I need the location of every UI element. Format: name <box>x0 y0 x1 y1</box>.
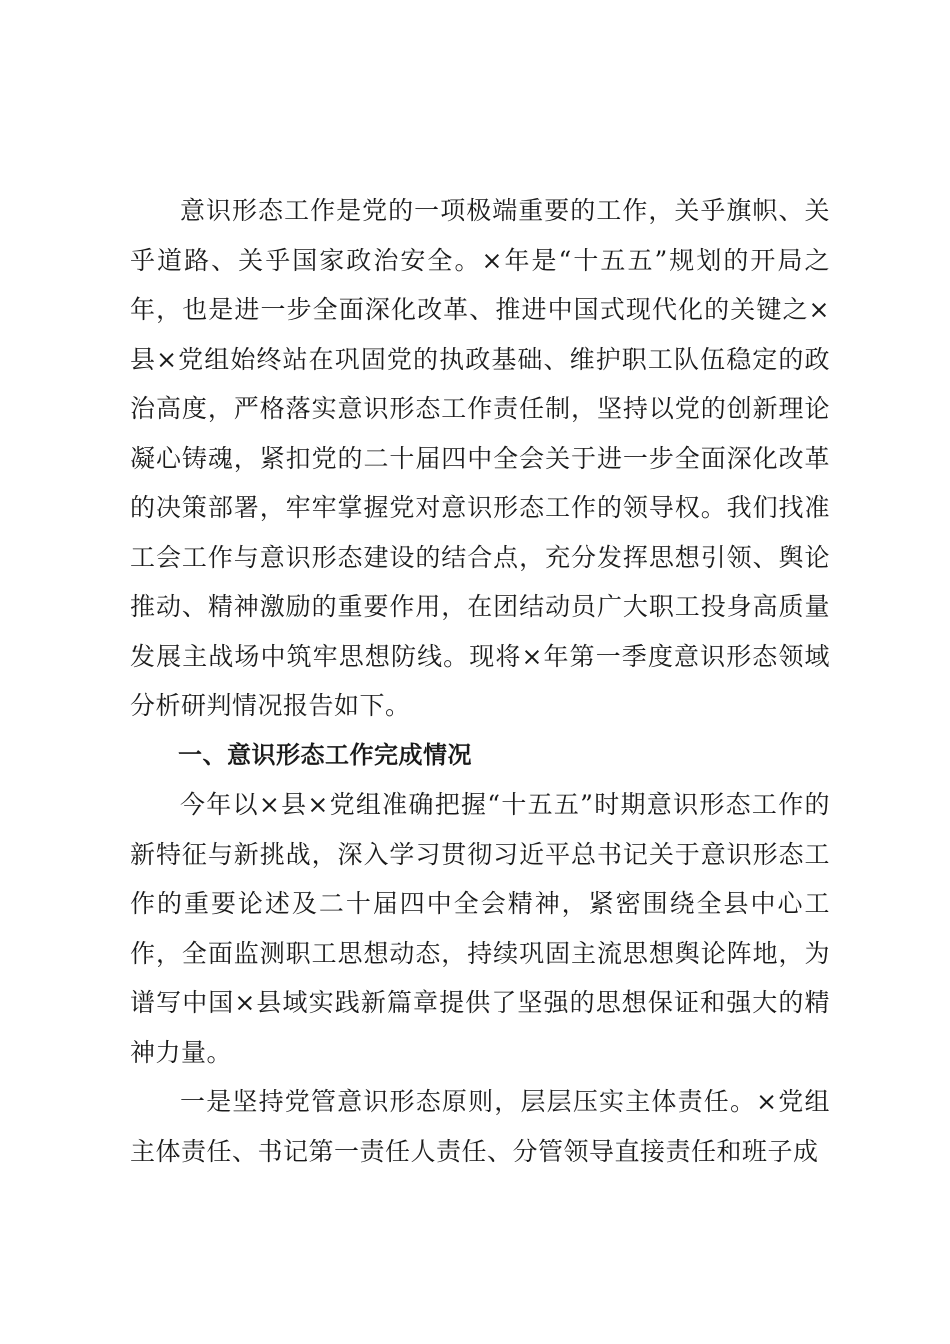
document-body <box>130 186 830 1176</box>
section-heading: 一、意识形态工作完成情况 <box>178 740 472 769</box>
intro-paragraph: 意识形态工作是党的一项极端重要的工作，关乎旗帜、关乎道路、关乎国家政治安全。×年是“十五五”规划的开局之年，也是进一步全面深化改革、推进中国式现代化的关键之×县×党组始终站在巩固党的执政基础、维护职工队伍稳定的政治高度，严格落实意识形态工作责任制，坚持以党的创新理论凝心铸魂，紧扣党的二十届四中全会关于进一步全面深化改革的决策部署，牢牢掌握党对意识形态工作的领导权。我们找准工会工作与意识形态建设的结合点，充分发挥思想引领、舆论推动、精神激励的重要作用，在团结动员广大职工投身高质量发展主战场中筑牢思想防线。现将×年第一季度意识形态领域分析研判情况报告如下。 <box>130 196 830 720</box>
section-paragraph: 今年以×县×党组准确把握“十五五”时期意识形态工作的新特征与新挑战，深入学习贯彻习近平总书记关于意识形态工作的重要论述及二十届四中全会精神，紧密围绕全县中心工作，全面监测职工思想动态，持续巩固主流思想舆论阵地，为谱写中国×县域实践新篇章提供了坚强的思想保证和强大的精神力量。 <box>130 790 830 1067</box>
point-one-paragraph: 一是坚持党管意识形态原则，层层压实主体责任。×党组主体责任、书记第一责任人责任、分管领导直接责任和班子成 <box>130 1087 830 1166</box>
